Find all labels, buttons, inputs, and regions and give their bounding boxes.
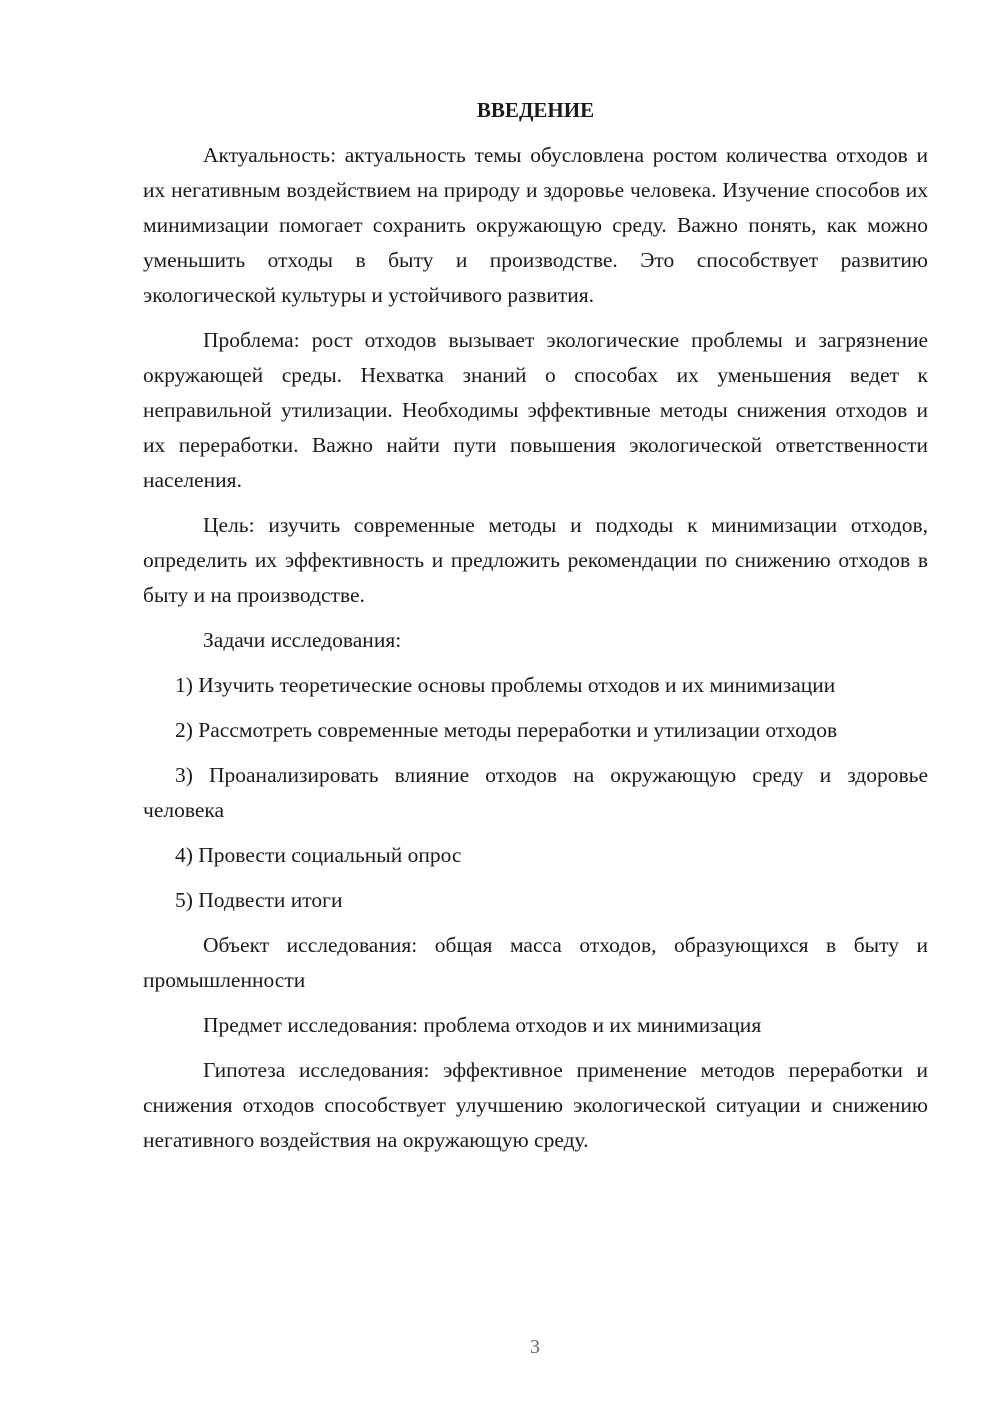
- hypothesis-paragraph: Гипотеза исследования: эффективное применение методов переработки и снижения отходов способствует улучшению экологической ситуации и снижению негативного воздействия на окружающую среду.: [143, 1058, 928, 1152]
- task-item: 1) Изучить теоретические основы проблемы отходов и их минимизации: [175, 673, 836, 697]
- object-paragraph: Объект исследования: общая масса отходов, образующихся в быту и промышленности: [143, 933, 928, 992]
- task-item: 2) Рассмотреть современные методы переработки и утилизации отходов: [175, 718, 838, 742]
- subject-paragraph: Предмет исследования: проблема отходов и их минимизация: [203, 1013, 762, 1037]
- section-title: ВВЕДЕНИЕ: [476, 98, 595, 122]
- relevance-paragraph: Актуальность: актуальность темы обусловлена ростом количества отходов и их негативным воздействием на природу и здоровье человека. Изучение способов их минимизации помогает сохранить окружающую среду. Важно понять, как можно уменьшить отходы в быту и производстве. Это способствует развитию экологической культуры и устойчивого развития.: [143, 143, 928, 307]
- tasks-heading: Задачи исследования:: [203, 628, 402, 652]
- page-number: 3: [530, 1336, 540, 1358]
- goal-paragraph: Цель: изучить современные методы и подходы к минимизации отходов, определить их эффективность и предложить рекомендации по снижению отходов в быту и на производстве.: [143, 513, 928, 607]
- problem-paragraph: Проблема: рост отходов вызывает экологические проблемы и загрязнение окружающей среды. Нехватка знаний о способах их уменьшения ведет к неправильной утилизации. Необходимы эффективные методы снижения отходов и их переработки. Важно найти пути повышения экологической ответственности населения.: [143, 328, 928, 492]
- task-item: 5) Подвести итоги: [175, 888, 343, 912]
- task-item: 3) Проанализировать влияние отходов на окружающую среду и здоровье человека: [143, 763, 928, 822]
- page-content: [143, 90, 928, 1168]
- task-item: 4) Провести социальный опрос: [175, 843, 462, 867]
